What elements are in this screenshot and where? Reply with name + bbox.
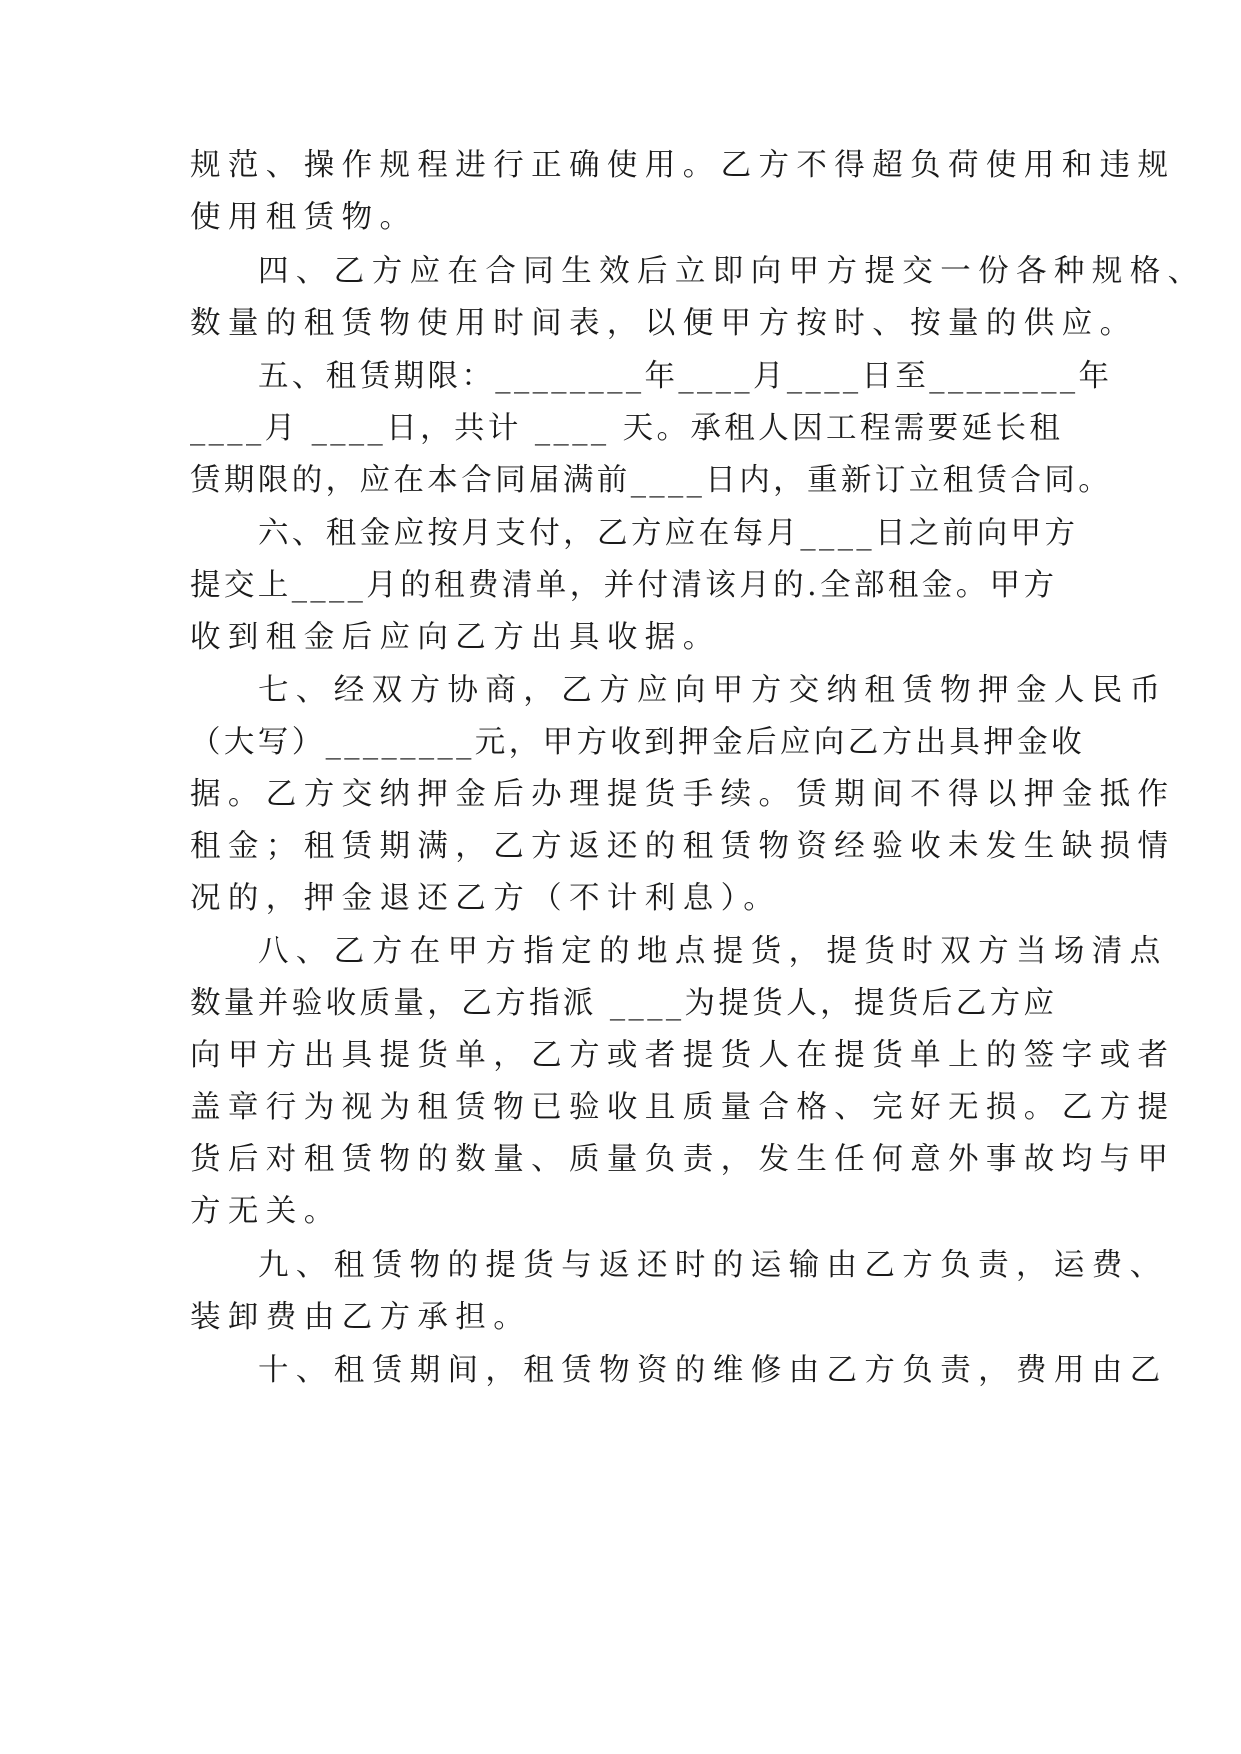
text-line: 数量的租赁物使用时间表，以便甲方按时、按量的供应。: [190, 306, 1138, 341]
text-line: 十、租赁期间，租赁物资的维修由乙方负责，费用由乙: [258, 1353, 1168, 1388]
text-line: 九、租赁物的提货与返还时的运输由乙方负责，运费、: [258, 1248, 1168, 1283]
text-line: 租金；租赁期满，乙方返还的租赁物资经验收未发生缺损情: [190, 829, 1176, 864]
text-line: 况的，押金退还乙方（不计利息）。: [190, 881, 782, 916]
text-line: 使用租赁物。: [190, 200, 418, 235]
text-line: ____月 ____日，共计 ____ 天。承租人因工程需要延长租: [190, 411, 1064, 446]
text-line: （大写）________元，甲方收到押金后应向乙方出具押金收: [190, 725, 1085, 760]
text-line: 四、乙方应在合同生效后立即向甲方提交一份各种规格、: [258, 254, 1206, 289]
text-line: 盖章行为视为租赁物已验收且质量合格、完好无损。乙方提: [190, 1090, 1176, 1125]
text-line: 据。乙方交纳押金后办理提货手续。赁期间不得以押金抵作: [190, 777, 1176, 812]
text-line: 规范、操作规程进行正确使用。乙方不得超负荷使用和违规: [190, 148, 1176, 183]
text-line: 收到租金后应向乙方出具收据。: [190, 620, 721, 655]
text-line: 提交上____月的租费清单，并付清该月的.全部租金。甲方: [190, 568, 1058, 603]
text-line: 五、租赁期限：________年____月____日至________年: [258, 359, 1113, 394]
text-line: 方无关。: [190, 1194, 342, 1229]
text-line: 数量并验收质量，乙方指派 ____为提货人，提货后乙方应: [190, 986, 1058, 1021]
text-line: 八、乙方在甲方指定的地点提货，提货时双方当场清点: [258, 934, 1168, 969]
text-line: 七、经双方协商，乙方应向甲方交纳租赁物押金人民币: [258, 673, 1168, 708]
text-line: 货后对租赁物的数量、质量负责，发生任何意外事故均与甲: [190, 1142, 1176, 1177]
text-line: 六、租金应按月支付，乙方应在每月____日之前向甲方: [258, 516, 1079, 551]
text-line: 赁期限的，应在本合同届满前____日内，重新订立租赁合同。: [190, 463, 1113, 498]
text-line: 向甲方出具提货单，乙方或者提货人在提货单上的签字或者: [190, 1038, 1176, 1073]
text-line: 装卸费由乙方承担。: [190, 1300, 532, 1335]
